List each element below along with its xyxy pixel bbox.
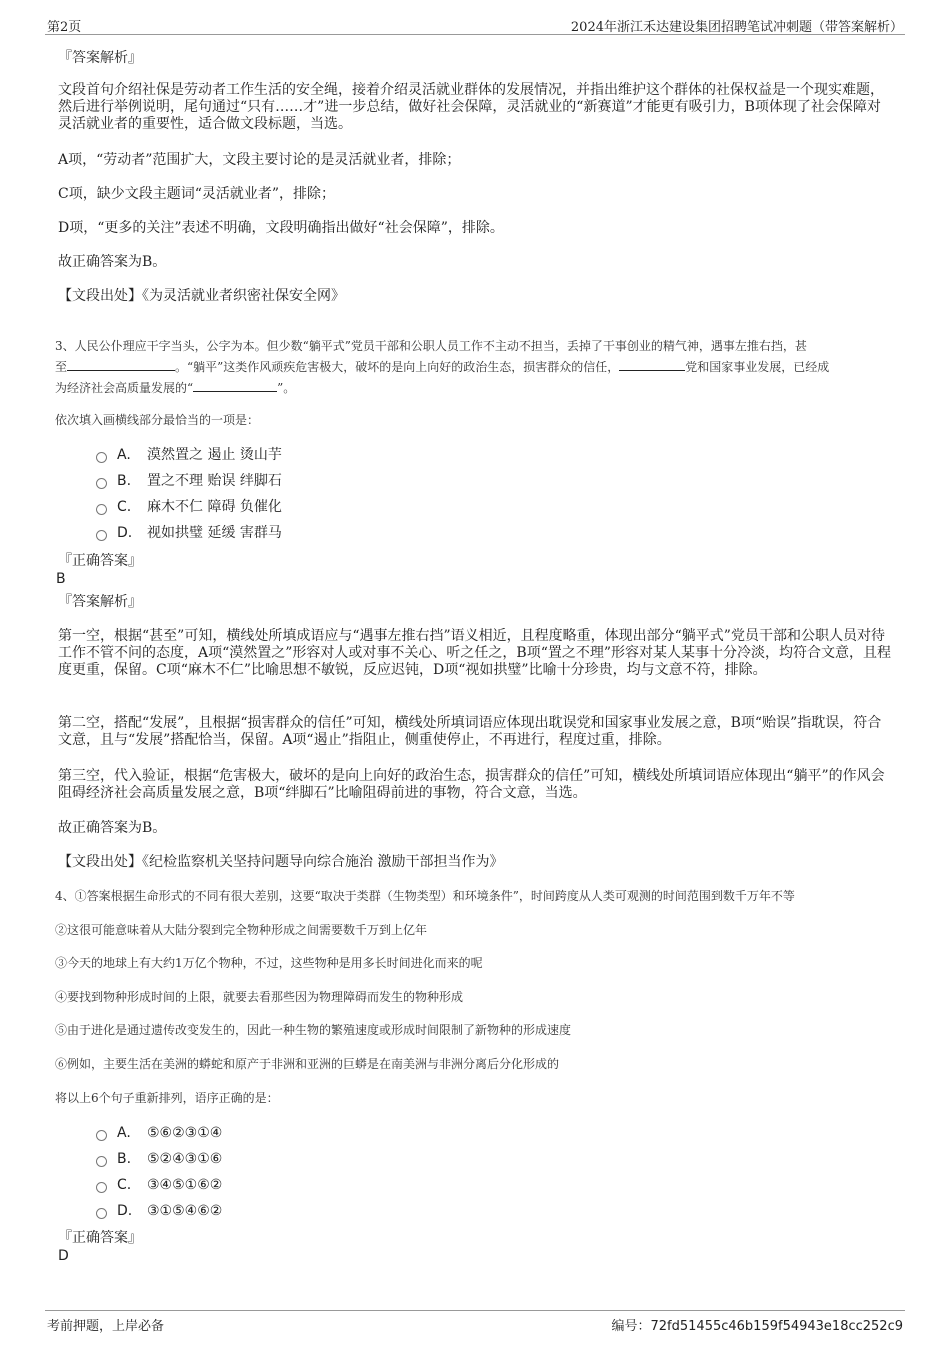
q3-analysis-p1: 第一空，根据“甚至”可知，横线处所填成语应与“遇事左推右挡”语义相近，且程度略重，体现出部分“躺平式”党员干部和公职人员对待工作不管不问的态度，A项“漠然置之”形容对人或对事不关心、听之任之，B项“置之不理”形容对某人某事十分冷淡，均符合文意，且程度更重，保留。C项“麻木不仁”比喻思想不敏锐，反应迟钝，D项“视如拱璧”比喻十分珍贵，均与文意不符，排除。 (58, 628, 892, 678)
q3-prompt: 依次填入画横线部分最恰当的一项是： (55, 413, 260, 427)
radio-button[interactable] (96, 504, 107, 515)
q3-option-b[interactable]: B. 置之不理 贻误 绊脚石 (96, 472, 282, 490)
q4-prompt: 将以上6个句子重新排列，语序正确的是： (55, 1091, 279, 1105)
q2-analysis-title: 『答案解析』 (58, 50, 142, 66)
q2-analysis-c: C项，缺少文段主题词“灵活就业者”，排除； (58, 186, 336, 202)
radio-button[interactable] (96, 1208, 107, 1219)
q4-sentence-3: ③今天的地球上有大约1万亿个物种，不过，这些物种是用多长时间进化而来的呢 (55, 956, 483, 970)
q2-analysis-text: 文段首句介绍社保是劳动者工作生活的安全绳，接着介绍灵活就业群体的发展情况，并指出维护这个群体的社保权益是一个现实难题，然后进行举例说明，尾句通过“只有……才”进一步总结，做好社会保障，灵活就业的“新赛道”才能更有吸引力，B项体现了社会保障对灵活就业者的重要性，适合做文段标题，当选。 (58, 82, 884, 132)
q3-option-a[interactable]: A. 漠然置之 遏止 烫山芋 (96, 446, 282, 464)
radio-button[interactable] (96, 478, 107, 489)
q3-correct-answer: B (56, 571, 66, 587)
radio-button[interactable] (96, 452, 107, 463)
q3-stem-line-2: 至 。“躺平”这类作风顽疾危害极大，破坏的是向上向好的政治生态，损害群众的信任， 党和国家事业发展，已经成 (55, 360, 830, 374)
page-number: 第2页 (47, 20, 82, 35)
q4-sentence-1: 4、①答案根据生命形式的不同有很大差别，这要“取决于类群（生物类型）和环境条件”，时间跨度从人类可观测的时间范围到数千万年不等 (55, 889, 795, 903)
q3-correct-title: 『正确答案』 (58, 553, 142, 569)
q3-analysis-title: 『答案解析』 (58, 594, 142, 610)
q3-stem-line-1: 3、人民公仆理应干字当头，公字为本。但少数“躺平式”党员干部和公职人员工作不主动不担当，丢掉了干事创业的精气神，遇事左推右挡，甚 (55, 339, 807, 353)
blank-2 (619, 358, 685, 371)
q4-correct-answer: D (58, 1248, 69, 1264)
blank-1 (67, 358, 175, 371)
page-footer (45, 1310, 905, 1333)
document-title: 2024年浙江禾达建设集团招聘笔试冲刺题（带答案解析） (570, 20, 903, 35)
footer-slogan: 考前押题，上岸必备 (47, 1319, 165, 1334)
q3-analysis-p2: 第二空，搭配“发展”，且根据“损害群众的信任”可知，横线处所填词语应体现出耽误党和国家事业发展之意，B项“贻误”指耽误，符合文意，且与“发展”搭配恰当，保留。A项“遏止”指阻止，侧重使停止，不再进行，程度过重，排除。 (58, 715, 882, 748)
q4-sentence-5: ⑤由于进化是通过遗传改变发生的，因此一种生物的繁殖速度或形成时间限制了新物种的形成速度 (55, 1023, 572, 1037)
q2-answer: 故正确答案为B。 (58, 254, 167, 270)
q3-option-d[interactable]: D. 视如拱璧 延缓 害群马 (96, 524, 282, 542)
q3-stem (55, 338, 895, 396)
radio-button[interactable] (96, 1156, 107, 1167)
blank-3 (193, 379, 277, 392)
q4-option-b[interactable]: B. ⑤②④③①⑥ (96, 1150, 222, 1168)
q4-correct-title: 『正确答案』 (58, 1230, 142, 1246)
radio-button[interactable] (96, 530, 107, 541)
q3-stem-line-3: 为经济社会高质量发展的“ ”。 (55, 381, 296, 395)
q3-option-c[interactable]: C. 麻木不仁 障碍 负催化 (96, 498, 282, 516)
q4-sentence-4: ④要找到物种形成时间的上限，就要去看那些因为物理障碍而发生的物种形成 (55, 990, 464, 1004)
q2-source: 【文段出处】《为灵活就业者织密社保安全网》 (58, 288, 345, 304)
footer-code: 编号：72fd51455c46b159f54943e18cc252c9 (611, 1319, 903, 1334)
q2-analysis-a: A项，“劳动者”范围扩大，文段主要讨论的是灵活就业者，排除； (58, 152, 461, 168)
radio-button[interactable] (96, 1130, 107, 1141)
q4-option-a[interactable]: A. ⑤⑥②③①④ (96, 1124, 222, 1142)
q3-source: 【文段出处】《纪检监察机关坚持问题导向综合施治 激励干部担当作为》 (58, 854, 504, 870)
q4-sentence-2: ②这很可能意味着从大陆分裂到完全物种形成之间需要数千万到上亿年 (55, 923, 428, 937)
q4-option-d[interactable]: D. ③①⑤④⑥② (96, 1202, 222, 1220)
q3-analysis-p3: 第三空，代入验证，根据“危害极大，破坏的是向上向好的政治生态，损害群众的信任”可知，横线处所填词语应体现出“躺平”的作风会阻碍经济社会高质量发展之意，B项“绊脚石”比喻阻碍前进的事物，符合文意，当选。 (58, 768, 885, 801)
page-header (45, 12, 905, 35)
radio-button[interactable] (96, 1182, 107, 1193)
q4-sentence-6: ⑥例如，主要生活在美洲的蟒蛇和原产于非洲和亚洲的巨蟒是在南美洲与非洲分离后分化形成的 (55, 1057, 560, 1071)
q2-analysis-d: D项，“更多的关注”表述不明确，文段明确指出做好“社会保障”，排除。 (58, 220, 504, 236)
q4-option-c[interactable]: C. ③④⑤①⑥② (96, 1176, 222, 1194)
q3-answer: 故正确答案为B。 (58, 820, 167, 836)
